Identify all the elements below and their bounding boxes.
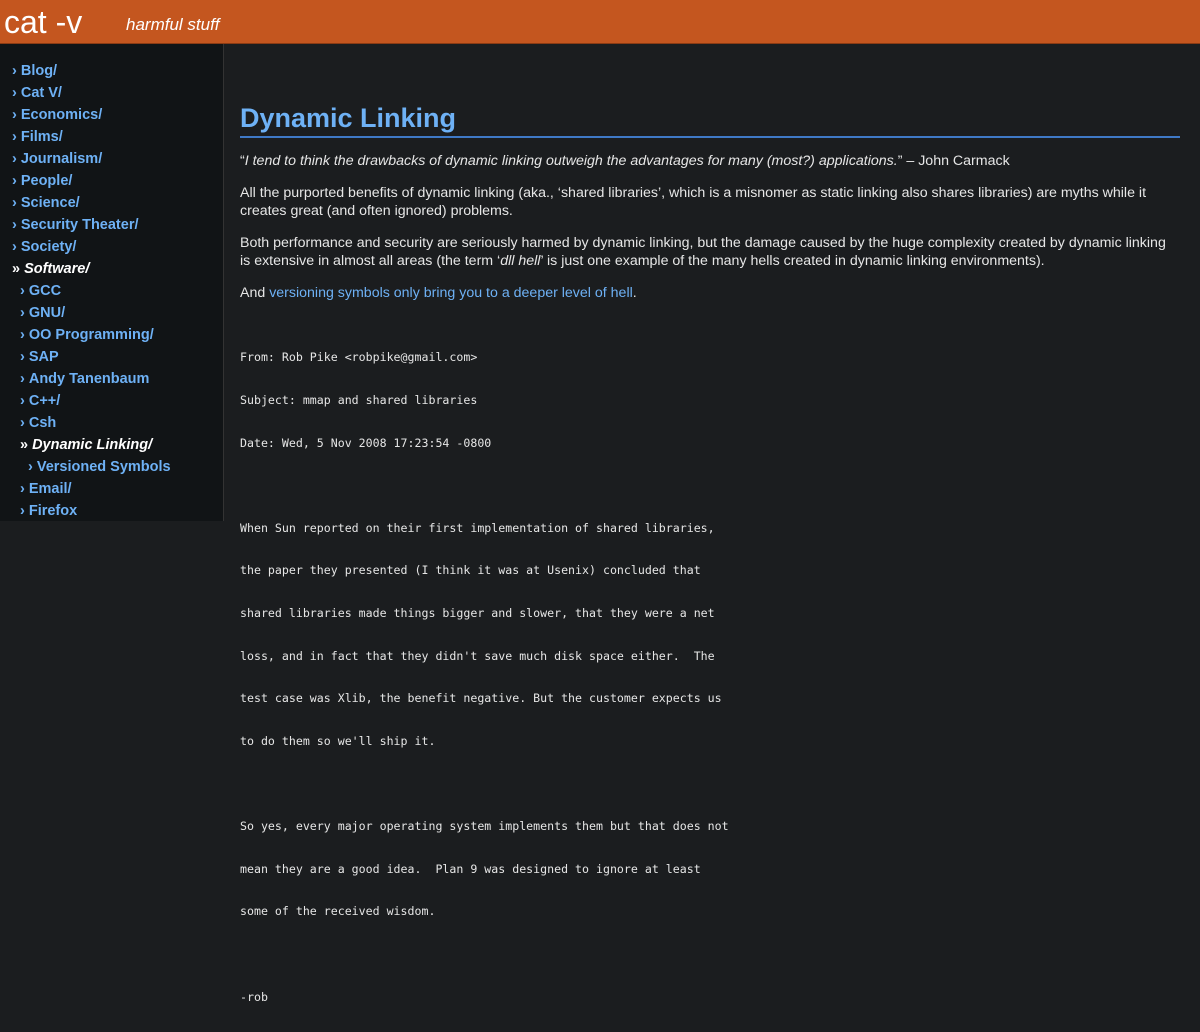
- email-header-from: From: Rob Pike <robpike@gmail.com>: [240, 350, 478, 365]
- para3-text-after: .: [632, 285, 637, 301]
- sidebar-item-gcc[interactable]: [0, 280, 223, 302]
- chevron-right-icon: ›: [12, 173, 17, 189]
- sidebar-item-label: Society/: [20, 239, 77, 255]
- paragraph-versioning: [240, 284, 1180, 302]
- sidebar-item-versioned-symbols[interactable]: [0, 456, 223, 478]
- email-body-line: shared libraries made things bigger and slower, that they were a net: [240, 606, 715, 621]
- site-tagline: harmful stuff: [126, 15, 220, 34]
- email-body-line: some of the received wisdom.: [240, 904, 436, 919]
- email-header-subject: Subject: mmap and shared libraries: [240, 393, 478, 408]
- sidebar-item-label: GCC: [28, 283, 62, 299]
- sidebar-item-journalism[interactable]: [0, 148, 223, 170]
- email-body-line: to do them so we'll ship it.: [240, 733, 436, 748]
- sidebar-item-firefox[interactable]: [0, 500, 223, 522]
- sidebar-item-science[interactable]: [0, 192, 223, 214]
- sidebar-item-label: Software/: [24, 261, 90, 277]
- sidebar-item-label: Security Theater/: [20, 217, 139, 233]
- chevron-right-icon: ›: [20, 415, 25, 431]
- email-body-line: the paper they presented (I think it was at Usenix) concluded that: [240, 563, 701, 578]
- sidebar-item-label: OO Programming/: [28, 327, 154, 343]
- chevron-right-icon: ›: [20, 371, 25, 387]
- sidebar-item-oo-programming[interactable]: [0, 324, 223, 346]
- sidebar-item-label: GNU/: [28, 305, 66, 321]
- chevron-right-icon: ›: [20, 305, 25, 321]
- sidebar-item-sap[interactable]: [0, 346, 223, 368]
- quote-open: “: [240, 153, 245, 169]
- email-body-line: test case was Xlib, the benefit negative. But the customer expects us: [240, 691, 722, 706]
- sidebar-item-email[interactable]: [0, 478, 223, 500]
- para2-text-before: Both performance and security are seriously harmed by dynamic linking, but the damage caused by the huge complexity created by dynamic linking is extensive in almost all areas (the term ‘: [240, 235, 1166, 269]
- chevron-right-icon: ›: [20, 349, 25, 365]
- sidebar-item-andy-tanenbaum[interactable]: [0, 368, 223, 390]
- chevron-right-icon: ›: [12, 107, 17, 123]
- rob-pike-email: [240, 322, 1180, 1032]
- email-body-line: When Sun reported on their first implementation of shared libraries,: [240, 520, 715, 535]
- sidebar-item-economics[interactable]: [0, 104, 223, 126]
- paragraph-benefits-myths: All the purported benefits of dynamic linking (aka., ‘shared libraries’, which is a misnomer as static linking also shares libraries) are myths while it creates great (and often ignored) problems.: [240, 185, 1147, 219]
- site-header: [0, 0, 1200, 44]
- sidebar-item-cat-v[interactable]: [0, 82, 223, 104]
- sidebar-item-gnu[interactable]: [0, 302, 223, 324]
- site-title-link[interactable]: cat -v: [4, 4, 83, 40]
- sidebar-item-c[interactable]: [0, 390, 223, 412]
- sidebar-item-software[interactable]: [0, 258, 223, 280]
- sidebar-item-label: C++/: [28, 393, 61, 409]
- sidebar-item-people[interactable]: [0, 170, 223, 192]
- sidebar-nav: [0, 44, 224, 521]
- sidebar-item-dynamic-linking[interactable]: [0, 434, 223, 456]
- chevron-right-icon: ›: [20, 393, 25, 409]
- sidebar-item-csh[interactable]: [0, 412, 223, 434]
- sidebar-item-label: Versioned Symbols: [36, 459, 171, 475]
- chevron-right-icon: ›: [12, 217, 17, 233]
- versioning-symbols-link[interactable]: versioning symbols only bring you to a deeper level of hell: [269, 285, 633, 301]
- sidebar-item-label: Dynamic Linking/: [32, 437, 153, 453]
- nav-list: [0, 44, 223, 522]
- sidebar-item-label: Email/: [28, 481, 72, 497]
- sidebar-item-label: Andy Tanenbaum: [28, 371, 150, 387]
- sidebar-item-films[interactable]: [0, 126, 223, 148]
- quote-attribution: ” – John Carmack: [897, 153, 1010, 169]
- page-title: Dynamic Linking: [240, 102, 1180, 138]
- chevron-right-icon: ›: [12, 85, 17, 101]
- double-chevron-right-icon: »: [20, 437, 29, 453]
- email-signature: -rob: [240, 989, 268, 1004]
- chevron-right-icon: ›: [20, 327, 25, 343]
- sidebar-item-society[interactable]: [0, 236, 223, 258]
- sidebar-item-label: People/: [20, 173, 73, 189]
- chevron-right-icon: ›: [12, 195, 17, 211]
- sidebar-item-security-theater[interactable]: [0, 214, 223, 236]
- dll-hell-term: dll hell: [500, 253, 541, 269]
- sidebar-item-label: Economics/: [20, 107, 103, 123]
- sidebar-item-label: Cat V/: [20, 85, 62, 101]
- chevron-right-icon: ›: [12, 239, 17, 255]
- chevron-right-icon: ›: [20, 283, 25, 299]
- sidebar-item-label: SAP: [28, 349, 59, 365]
- chevron-right-icon: ›: [20, 503, 25, 519]
- sidebar-item-label: Films/: [20, 129, 63, 145]
- paragraph-performance-security: [240, 234, 1180, 270]
- sidebar-item-label: Science/: [20, 195, 80, 211]
- email-header-date: Date: Wed, 5 Nov 2008 17:23:54 -0800: [240, 435, 492, 450]
- chevron-right-icon: ›: [12, 63, 17, 79]
- carmack-quote: [240, 152, 1180, 170]
- chevron-right-icon: ›: [12, 129, 17, 145]
- email-body-line: So yes, every major operating system implements them but that does not: [240, 819, 729, 834]
- double-chevron-right-icon: »: [12, 261, 21, 277]
- email-body-line: loss, and in fact that they didn't save much disk space either. The: [240, 648, 715, 663]
- email-body-line: mean they are a good idea. Plan 9 was designed to ignore at least: [240, 861, 701, 876]
- quote-text: I tend to think the drawbacks of dynamic linking outweigh the advantages for many (most?) applications.: [244, 153, 898, 169]
- para2-text-after: ’ is just one example of the many hells created in dynamic linking environments).: [540, 253, 1045, 269]
- sidebar-item-label: Csh: [28, 415, 57, 431]
- chevron-right-icon: ›: [28, 459, 33, 475]
- para3-text-before: And: [240, 285, 270, 301]
- sidebar-item-blog[interactable]: [0, 60, 223, 82]
- sidebar-item-label: Firefox: [28, 503, 78, 519]
- chevron-right-icon: ›: [12, 151, 17, 167]
- sidebar-item-label: Journalism/: [20, 151, 103, 167]
- chevron-right-icon: ›: [20, 481, 25, 497]
- main-content: [240, 44, 1180, 1004]
- sidebar-item-label: Blog/: [20, 63, 58, 79]
